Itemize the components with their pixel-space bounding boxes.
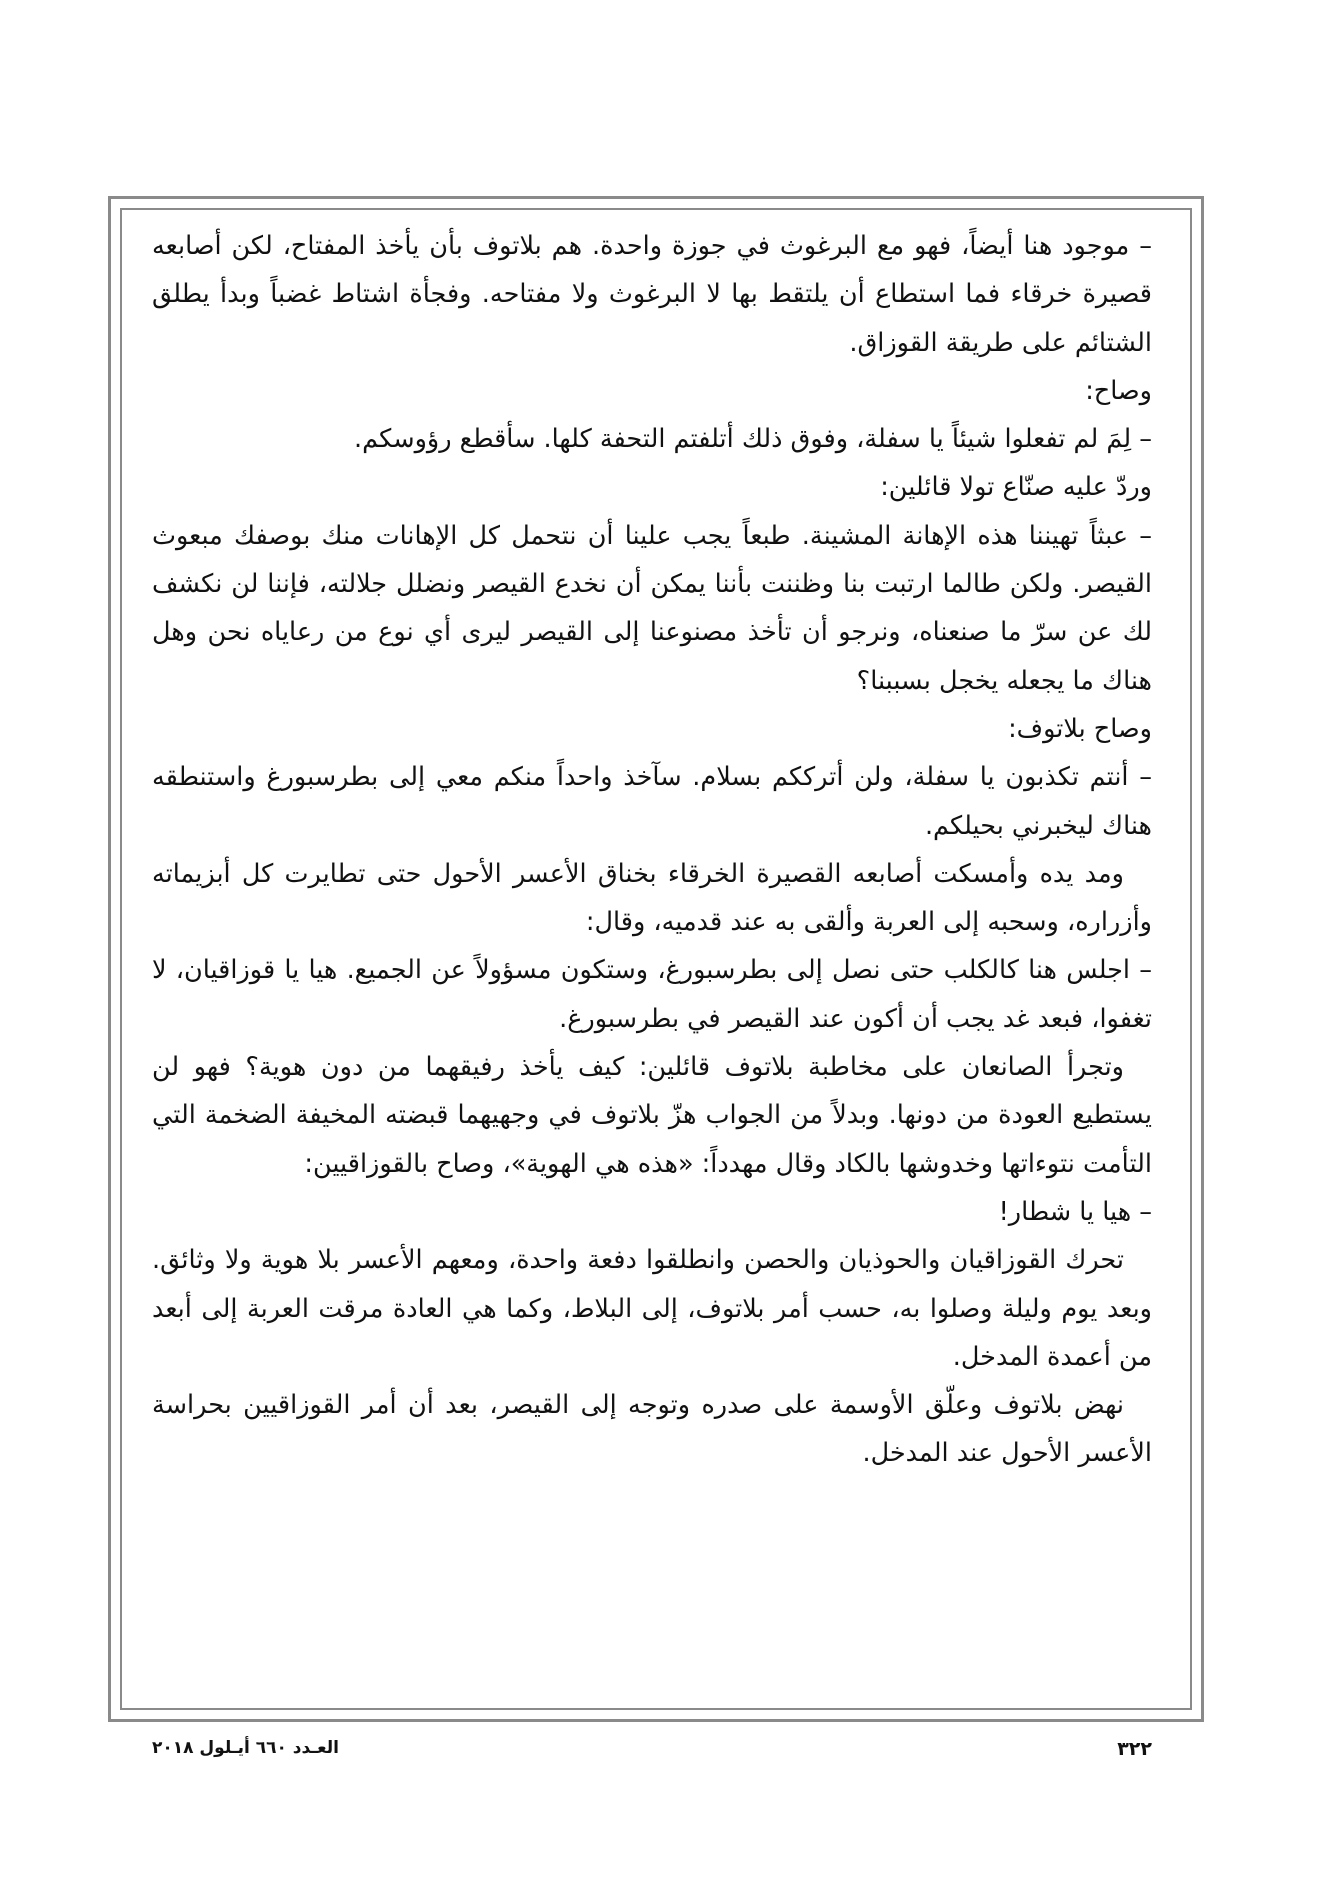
- article-body: [152, 222, 1152, 1478]
- paragraph-8: ومد يده وأمسكت أصابعه القصيرة الخرقاء بخناق الأعسر الأحول حتى تطايرت كل أبزيماته وأزراره، وسحبه إلى العربة وألقى به عند قدميه، وقال:: [152, 858, 1152, 938]
- paragraph-10: وتجرأ الصانعان على مخاطبة بلاتوف قائلين: كيف يأخذ رفيقهما من دون هوية؟ فهو لن يستطيع العودة من دونها. وبدلاً من الجواب هزّ بلاتوف في وجهيهما قبضته المخيفة الضخمة التي التأمت نتوءاتها وخدوشها بالكاد وقال مهدداً: «هذه هي الهوية»، وصاح بالقوزاقيين:: [152, 1052, 1152, 1179]
- paragraph-11: – هيا يا شطار!: [998, 1196, 1152, 1227]
- paragraph-4: وردّ عليه صنّاع تولا قائلين:: [880, 472, 1152, 503]
- paragraph-6: وصاح بلاتوف:: [1008, 713, 1152, 744]
- paragraph-13: نهض بلاتوف وعلّق الأوسمة على صدره وتوجه إلى القيصر، بعد أن أمر القوزاقيين بحراسة الأعسر الأحول عند المدخل.: [152, 1390, 1152, 1469]
- paragraph-7: – أنتم تكذبون يا سفلة، ولن أترككم بسلام. سآخذ واحداً منكم معي إلى بطرسبورغ واستنطقه هناك ليخبرني بحيلكم.: [152, 762, 1152, 841]
- paragraph-5: – عبثاً تهيننا هذه الإهانة المشينة. طبعاً يجب علينا أن نتحمل كل الإهانات منك بوصفك مبعوث القيصر. ولكن طالما ارتبت بنا وظننت بأننا يمكن أن نخدع القيصر ونضلل جلالته، فإننا لن نكشف لك عن سرّ ما صنعناه، ونرجو أن تأخذ مصنوعنا إلى القيصر ليرى أي نوع من رعاياه نحن وهل هناك ما يجعله يخجل بسببنا؟: [152, 520, 1152, 696]
- paragraph-9: – اجلس هنا كالكلب حتى نصل إلى بطرسبورغ، وستكون مسؤولاً عن الجميع. هيا يا قوزاقيان، لا تغفوا، فبعد غد يجب أن أكون عند القيصر في بطرسبورغ.: [152, 955, 1152, 1034]
- paragraph-2: وصاح:: [1085, 375, 1152, 406]
- issue-info: العـدد ٦٦٠ أيـلول ٢٠١٨: [152, 1738, 339, 1758]
- page-number: ٣٢٢: [1117, 1738, 1152, 1760]
- paragraph-12: تحرك القوزاقيان والحوذيان والحصن وانطلقوا دفعة واحدة، ومعهم الأعسر بلا هوية ولا وثائق. وبعد يوم وليلة وصلوا به، حسب أمر بلاتوف، إلى البلاط، وكما هي العادة مرقت العربة إلى أبعد من أعمدة المدخل.: [152, 1245, 1152, 1372]
- paragraph-3: – لِمَ لم تفعلوا شيئاً يا سفلة، وفوق ذلك أتلفتم التحفة كلها. سأقطع رؤوسكم.: [354, 424, 1152, 455]
- paragraph-1: – موجود هنا أيضاً، فهو مع البرغوث في جوزة واحدة. هم بلاتوف بأن يأخذ المفتاح، لكن أصابعه قصيرة خرقاء فما استطاع أن يلتقط بها لا البرغوث ولا مفتاحه. وفجأة اشتاط غضباً وبدأ يطلق الشتائم على طريقة القوزاق.: [152, 231, 1152, 358]
